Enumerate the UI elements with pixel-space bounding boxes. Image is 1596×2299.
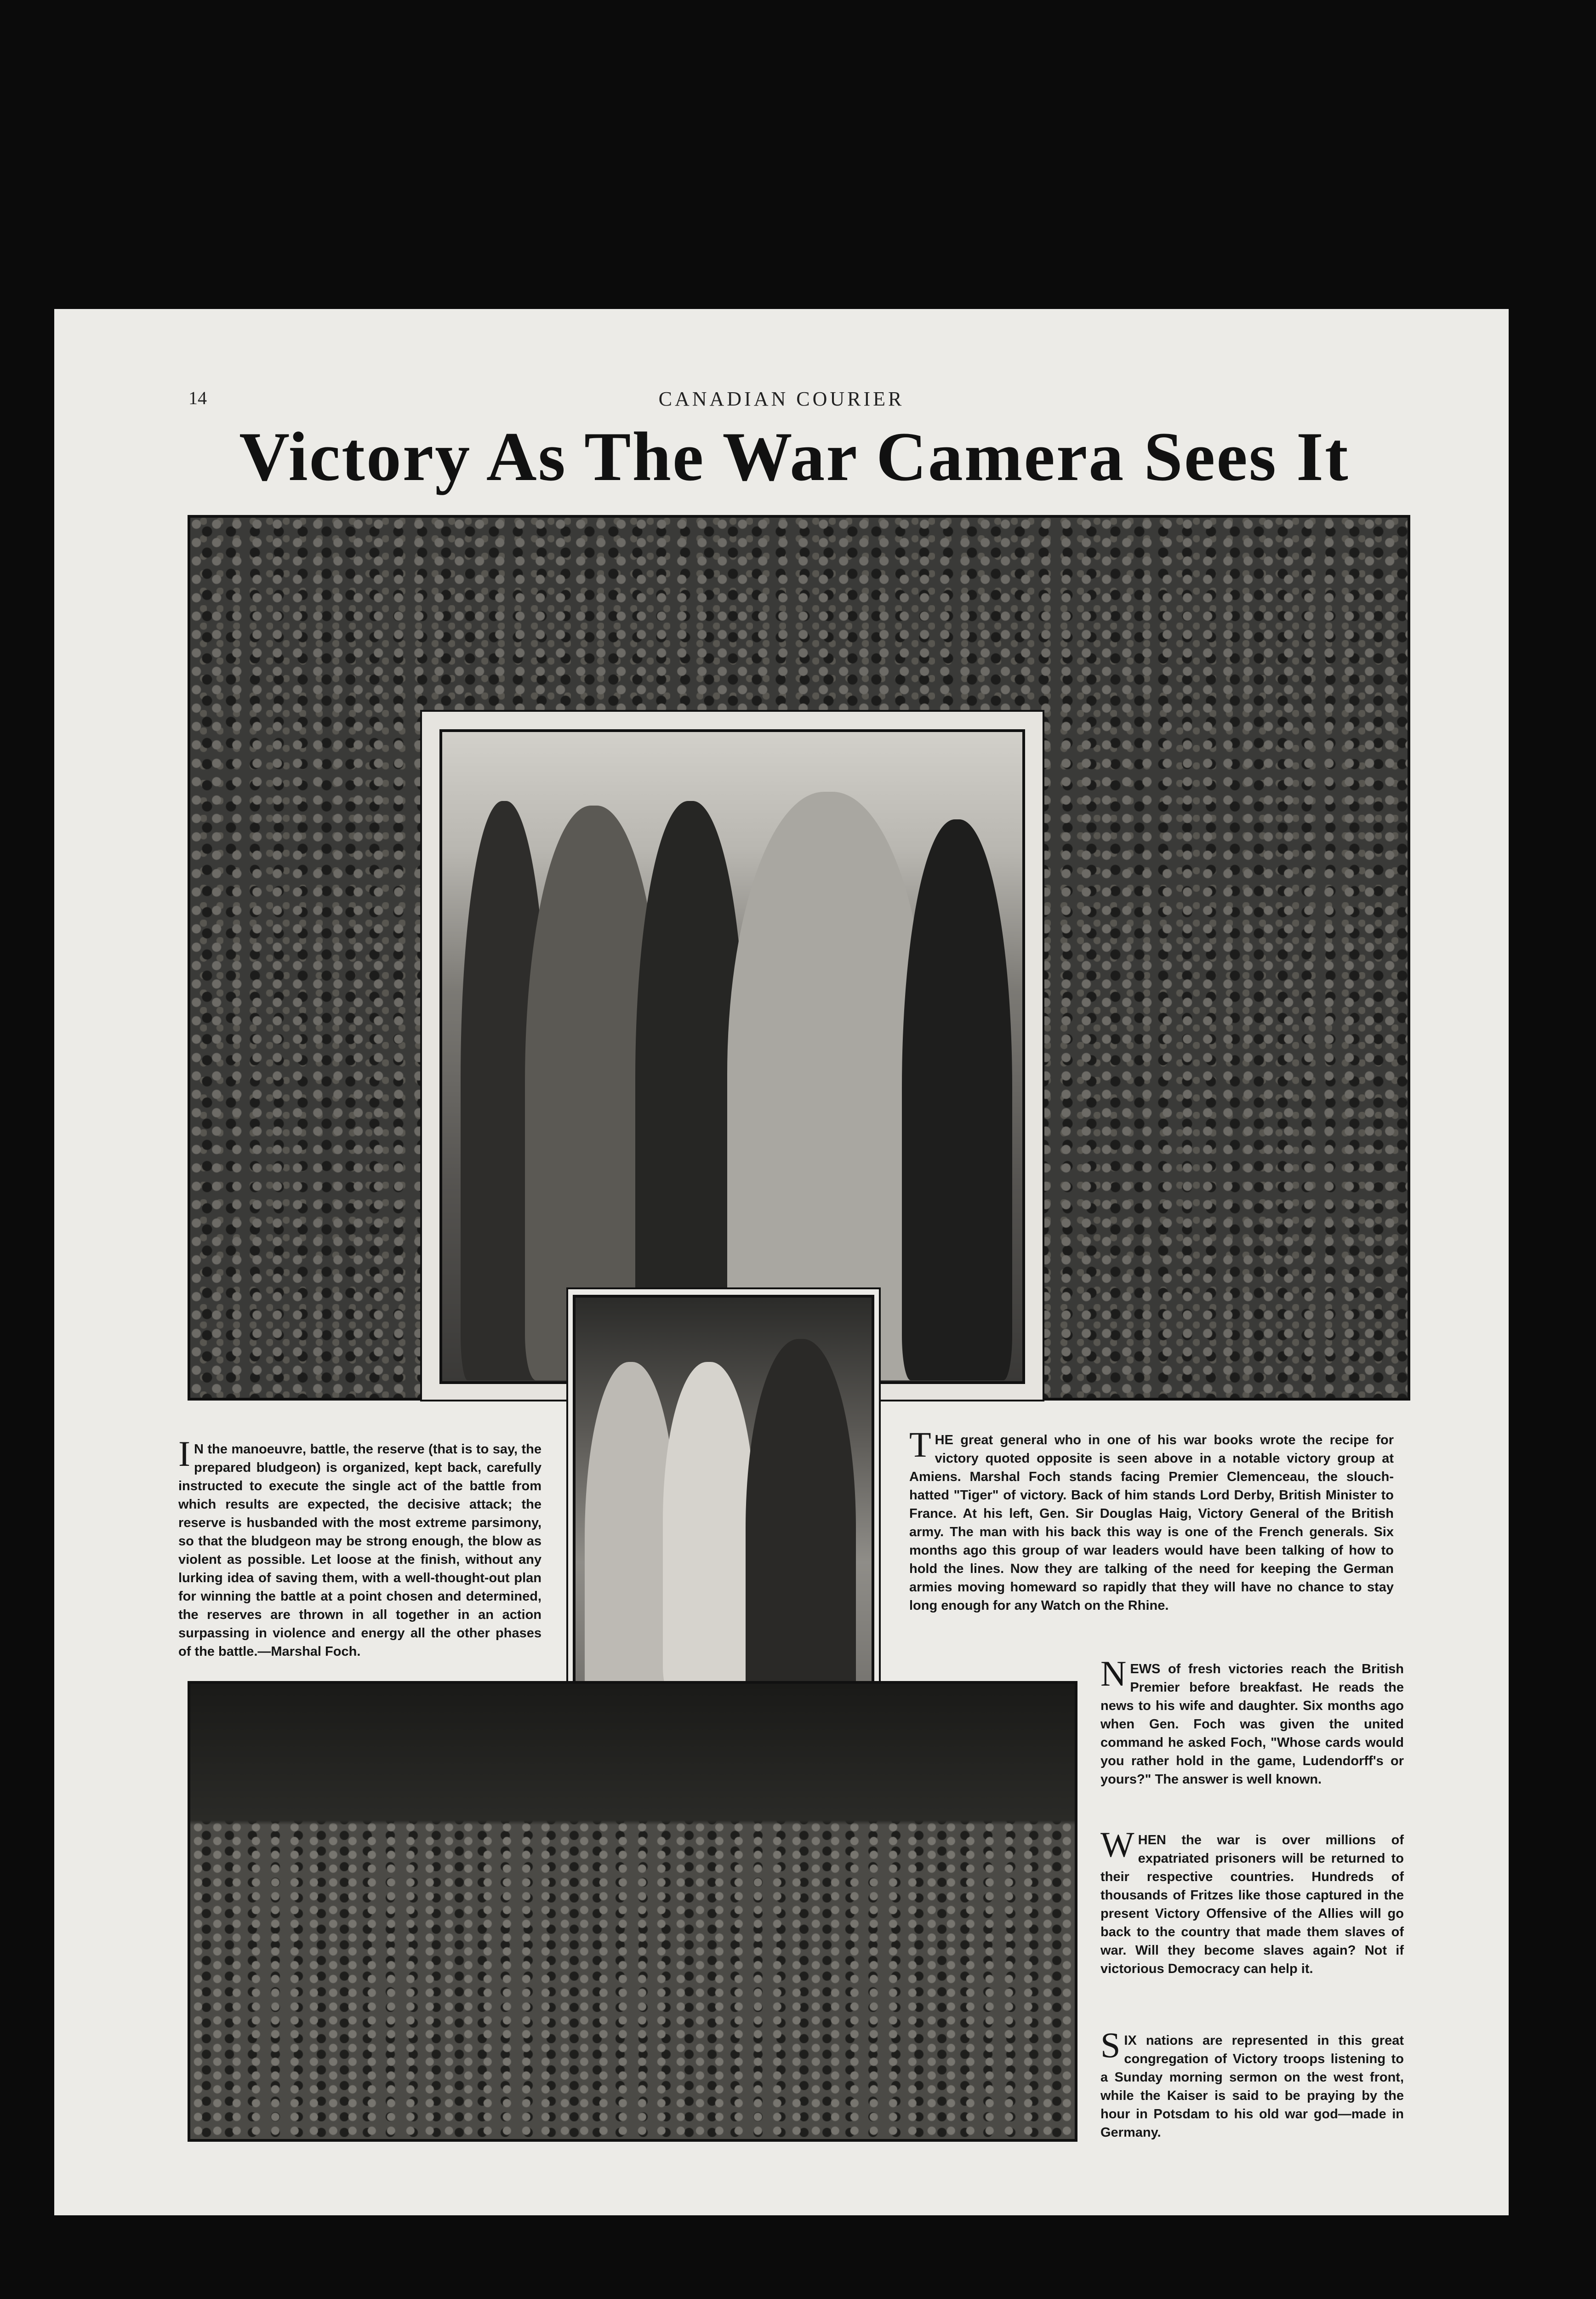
nations-text: IX nations are represented in this great congregation of Victory troops listening to a Sunday morning sermon on the west front, while the Kaiser is said to be praying by the hour in Potsdam to his old war god—made in Germany. [1100,2033,1404,2140]
family-photo-frame [566,1287,881,1749]
general-text: HE great general who in one of his war books wrote the recipe for victory quoted opposite is seen above in a notable victory group at Amiens. Marshal Foch stands facing Premier Clemenceau, the slouch-hatted "Tiger" of victory. Back of him stands Lord Derby, British Minister to France. At his left, Gen. Sir Douglas Haig, Victory General of the British army. The man with his back this way is one of the French generals. Six months ago this group of war leaders would have been talking of how to hold the lines. Now they are talking of the need for keeping the German armies moving homeward so rapidly that they will have no chance to stay long enough for any Watch on the Rhine. [909,1433,1394,1613]
general-article [909,1424,1394,1615]
news-dropcap: N [1100,1653,1127,1693]
page-number: 14 [188,388,207,408]
foch-quote-text: N the manoeuvre, battle, the reserve (that is to say, the prepared bludgeon) is organized, kept back, carefully instructed to execute the single act of the battle from which results are expected, the decisive attack; the reserve is husbanded with the most extreme parsimony, so that the bludgeon may be strong enough, the blow as violent as possible. Let loose at the finish, without any lurking idea of saving them, with a well-thought-out plan for winning the battle at a point chosen and determined, the reserves are thrown in all together in an action surpassing in violence and energy all the other phases of the battle.—Marshal Foch. [178,1442,542,1659]
foch-quote-dropcap: I [178,1434,190,1474]
figure-daughter [663,1362,755,1693]
sunday-sermon-troops-photo [188,1681,1077,2142]
news-article [1100,1653,1404,1789]
masthead: CANADIAN COURIER [658,388,905,410]
allied-leaders-group-photo [439,729,1025,1384]
newspaper-page [54,309,1509,2215]
nations-dropcap: S [1100,2025,1121,2065]
premier-with-wife-and-daughter-photo [573,1295,874,1742]
nations-article [1100,2025,1404,2142]
headline: Victory As The War Camera Sees It [239,418,1350,495]
figure-lord-derby [902,819,1012,1380]
prisoners-article [1100,1824,1404,1978]
prisoners-dropcap: W [1100,1824,1134,1864]
general-dropcap: T [909,1424,931,1464]
prisoners-text: HEN the war is over millions of expatriated prisoners will be returned to their respective countries. Hundreds of thousands of Fritzes like those captured in the present Victory Offensive of the Allies will go back to the country that made them slaves of war. Will they become slaves again? Not if victorious Democracy can help it. [1100,1833,1404,1976]
foch-quote-article [178,1434,542,1661]
news-text: EWS of fresh victories reach the British Premier before breakfast. He reads the news to his wife and daughter. Six months ago when Gen. Foch was given the united command he asked Foch, "Whose cards would you rather hold in the game, Ludendorff's or yours?" The answer is well known. [1100,1662,1404,1787]
figure-premier [746,1339,856,1734]
